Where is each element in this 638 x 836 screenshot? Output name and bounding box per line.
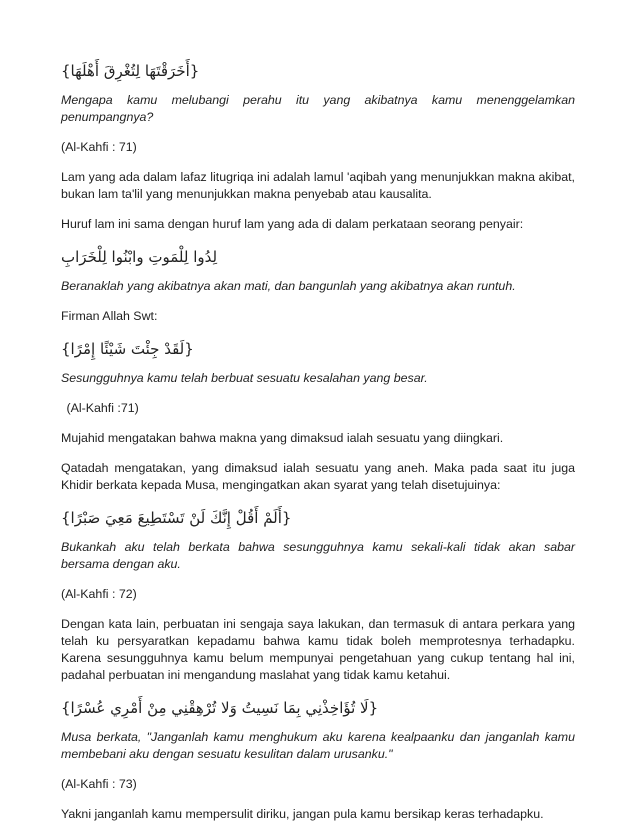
- translation-poem: Beranaklah yang akibatnya akan mati, dan bangunlah yang akibatnya akan runtuh.: [61, 279, 516, 293]
- verse-reference-2: (Al-Kahfi :71): [63, 401, 139, 415]
- translation-4: Musa berkata, "Janganlah kamu menghukum aku karena kealpaanku dan janganlah kamu membebani aku dengan sesuatu kesulitan dalam urusanku.": [61, 730, 575, 761]
- verse-reference-4: (Al-Kahfi : 73): [61, 777, 137, 791]
- translation-2: Sesungguhnya kamu telah berbuat sesuatu kesalahan yang besar.: [61, 371, 428, 385]
- paragraph-explanation-2: Dengan kata lain, perbuatan ini sengaja saya lakukan, dan termasuk di antara perkara yang telah ku persyaratkan kepadamu bahwa kamu tidak boleh memprotesnya terhadapku. Karena sesungguhnya kamu belum mempunyai pengetahuan yang cukup tentang hal ini, padahal perbuatan ini mengandung maslahat yang tidak kamu ketahui.: [61, 617, 575, 682]
- document-page: [61, 60, 575, 836]
- translation-3: Bukankah aku telah berkata bahwa sesungguhnya kamu sekali-kali tidak akan sabar bersama dengan aku.: [61, 540, 575, 571]
- paragraph-lam-explanation: Lam yang ada dalam lafaz litugriqa ini adalah lamul 'aqibah yang menunjukkan makna akibat, bukan lam ta'lil yang menunjukkan makna penyebab atau kausalita.: [61, 170, 575, 201]
- translation-1: Mengapa kamu melubangi perahu itu yang akibatnya kamu menenggelamkan penumpangnya?: [61, 93, 575, 124]
- arabic-verse-1: {أَخَرَقْتَهَا لِتُغْرِقَ أَهْلَهَا}: [61, 62, 200, 80]
- verse-reference-1: (Al-Kahfi : 71): [61, 140, 137, 154]
- arabic-verse-2: {لَقَدْ جِئْتَ شَيْئًا إِمْرًا}: [61, 340, 194, 358]
- verse-reference-3: (Al-Kahfi : 72): [61, 587, 137, 601]
- paragraph-qatadah: Qatadah mengatakan, yang dimaksud ialah sesuatu yang aneh. Maka pada saat itu juga Khidir berkata kepada Musa, mengingatkan akan syarat yang telah disetujuinya:: [61, 461, 575, 492]
- paragraph-firman: Firman Allah Swt:: [61, 309, 158, 323]
- paragraph-poet-intro: Huruf lam ini sama dengan huruf lam yang ada di dalam perkataan seorang penyair:: [61, 217, 524, 231]
- arabic-poem: لِدُوا لِلْمَوتِ وابْنُوا لِلْخَرَابِ: [61, 248, 218, 266]
- paragraph-mujahid: Mujahid mengatakan bahwa makna yang dimaksud ialah sesuatu yang diingkari.: [61, 431, 504, 445]
- arabic-verse-4: {لَا تُؤَاخِذْنِي بِمَا نَسِيتُ وَلا تُرْهِقْنِي مِنْ أَمْرِي عُسْرًا}: [61, 699, 379, 717]
- paragraph-final: Yakni janganlah kamu mempersulit diriku, jangan pula kamu bersikap keras terhadapku.: [61, 807, 544, 821]
- arabic-verse-3: {أَلَمْ أَقُلْ إِنَّكَ لَنْ تَسْتَطِيعَ مَعِيَ صَبْرًا}: [61, 509, 292, 527]
